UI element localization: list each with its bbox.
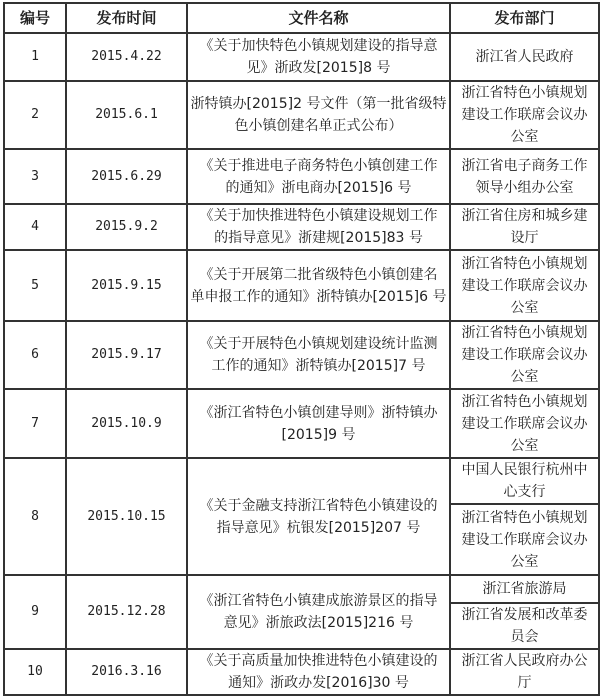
cell-line: 领导小组办公室 bbox=[475, 179, 574, 196]
cell-no: 8 bbox=[4, 458, 66, 575]
cell-line: 公室 bbox=[510, 369, 539, 385]
cell-line: 色小镇创建名单正式公布） bbox=[234, 118, 403, 134]
cell-line: 《关于加快推进特色小镇建设规划工作 bbox=[199, 208, 438, 224]
cell-line: 《关于推进电子商务特色小镇创建工作 bbox=[199, 157, 438, 174]
cell-line: 的指导意见》浙建规[2015]83 号 bbox=[214, 230, 423, 246]
cell-date: 2015.9.2 bbox=[66, 204, 187, 250]
cell-line: 通知》浙政办发[2016]30 号 bbox=[228, 675, 409, 691]
header-title: 文件名称 bbox=[187, 3, 450, 33]
cell-line: 浙江省旅游局 bbox=[482, 581, 567, 597]
cell-line: 心支行 bbox=[503, 484, 546, 500]
cell-date: 2015.6.1 bbox=[66, 81, 187, 149]
cell-line: 单申报工作的通知》浙特镇办[2015]6 号 bbox=[190, 288, 447, 305]
cell-no: 3 bbox=[4, 149, 66, 204]
cell-line: 中国人民银行杭州中 bbox=[461, 462, 588, 478]
cell-line: 《关于金融支持浙江省特色小镇建设的 bbox=[199, 497, 438, 514]
cell-dept bbox=[450, 33, 599, 81]
table-row bbox=[4, 321, 599, 389]
cell-line: 浙江省特色小镇规划 bbox=[461, 509, 588, 526]
table-row bbox=[4, 149, 599, 204]
cell-line: 公室 bbox=[510, 299, 539, 316]
cell-line: 浙江省住房和城乡建 bbox=[461, 208, 588, 224]
cell-line: 《关于加快特色小镇规划建设的指导意 bbox=[199, 38, 438, 54]
cell-no: 7 bbox=[4, 389, 66, 458]
cell-date: 2015.9.17 bbox=[66, 321, 187, 389]
cell-line: 指导意见》杭银发[2015]207 号 bbox=[216, 519, 421, 536]
header-row bbox=[4, 3, 599, 33]
table-row bbox=[4, 250, 599, 321]
cell-line: 公室 bbox=[510, 129, 539, 145]
cell-dept bbox=[450, 504, 599, 575]
cell-line: 浙江省特色小镇规划 bbox=[461, 255, 588, 272]
cell-dept bbox=[450, 81, 599, 149]
cell-line: 建设工作联席会议办 bbox=[461, 347, 588, 363]
cell-no: 4 bbox=[4, 204, 66, 250]
cell-dept bbox=[450, 575, 599, 603]
cell-line: 建设工作联席会议办 bbox=[461, 531, 588, 548]
cell-dept bbox=[450, 149, 599, 204]
cell-line: 浙江省特色小镇规划 bbox=[461, 325, 588, 341]
cell-line: 工作的通知》浙特镇办[2015]7 号 bbox=[211, 358, 426, 374]
table-row bbox=[4, 81, 599, 149]
cell-line: 的通知》浙电商办[2015]6 号 bbox=[225, 179, 412, 196]
cell-date: 2015.6.29 bbox=[66, 149, 187, 204]
cell-dept bbox=[450, 250, 599, 321]
cell-line: 建设工作联席会议办 bbox=[461, 415, 588, 432]
cell-dept bbox=[450, 603, 599, 649]
cell-date: 2015.10.15 bbox=[66, 458, 187, 575]
cell-line: 《浙江省特色小镇建成旅游景区的指导 bbox=[199, 593, 438, 609]
cell-no: 5 bbox=[4, 250, 66, 321]
cell-line: 员会 bbox=[510, 629, 539, 645]
policy-table bbox=[3, 2, 600, 696]
cell-line: 公室 bbox=[510, 553, 539, 570]
cell-title bbox=[187, 389, 450, 458]
cell-dept bbox=[450, 458, 599, 504]
cell-title bbox=[187, 458, 450, 575]
cell-line: 建设工作联席会议办 bbox=[461, 277, 588, 294]
cell-title bbox=[187, 575, 450, 649]
table-row bbox=[4, 204, 599, 250]
header-dept: 发布部门 bbox=[450, 3, 599, 33]
cell-line: 浙特镇办[2015]2 号文件（第一批省级特 bbox=[190, 96, 447, 112]
cell-title bbox=[187, 321, 450, 389]
cell-no: 9 bbox=[4, 575, 66, 649]
cell-line: 浙江省发展和改革委 bbox=[461, 607, 588, 623]
table-row bbox=[4, 575, 599, 603]
cell-date: 2016.3.16 bbox=[66, 649, 187, 695]
cell-line: 意见》浙旅政法[2015]216 号 bbox=[223, 615, 414, 631]
cell-line: 浙江省人民政府办公 bbox=[461, 653, 588, 669]
header-date: 发布时间 bbox=[66, 3, 187, 33]
cell-title bbox=[187, 204, 450, 250]
cell-line: 建设工作联席会议办 bbox=[461, 107, 588, 123]
table-row bbox=[4, 649, 599, 695]
cell-dept bbox=[450, 321, 599, 389]
cell-no: 1 bbox=[4, 33, 66, 81]
cell-date: 2015.9.15 bbox=[66, 250, 187, 321]
cell-line: 设厅 bbox=[510, 230, 539, 246]
cell-date: 2015.4.22 bbox=[66, 33, 187, 81]
cell-line: 公室 bbox=[510, 437, 539, 454]
cell-line: 《浙江省特色小镇创建导则》浙特镇办 bbox=[199, 404, 438, 421]
cell-title bbox=[187, 81, 450, 149]
cell-title bbox=[187, 250, 450, 321]
cell-line: 《关于开展特色小镇规划建设统计监测 bbox=[199, 336, 438, 352]
cell-line: 浙江省电子商务工作 bbox=[461, 157, 588, 174]
cell-line: 浙江省特色小镇规划 bbox=[461, 393, 588, 410]
cell-line: 厅 bbox=[517, 675, 532, 691]
table-row bbox=[4, 389, 599, 458]
cell-no: 2 bbox=[4, 81, 66, 149]
cell-date: 2015.10.9 bbox=[66, 389, 187, 458]
cell-title bbox=[187, 149, 450, 204]
table-row bbox=[4, 458, 599, 504]
cell-date: 2015.12.28 bbox=[66, 575, 187, 649]
cell-line: 《关于高质量加快推进特色小镇建设的 bbox=[199, 653, 438, 669]
cell-title bbox=[187, 33, 450, 81]
cell-title bbox=[187, 649, 450, 695]
cell-no: 10 bbox=[4, 649, 66, 695]
cell-dept bbox=[450, 204, 599, 250]
cell-line: 《关于开展第二批省级特色小镇创建名 bbox=[199, 266, 438, 283]
cell-line: 浙江省特色小镇规划 bbox=[461, 85, 588, 101]
cell-line: [2015]9 号 bbox=[281, 426, 356, 443]
table-row bbox=[4, 33, 599, 81]
cell-dept bbox=[450, 649, 599, 695]
table-body bbox=[4, 3, 599, 695]
header-no: 编号 bbox=[4, 3, 66, 33]
cell-line: 浙江省人民政府 bbox=[475, 49, 574, 65]
cell-no: 6 bbox=[4, 321, 66, 389]
cell-dept bbox=[450, 389, 599, 458]
cell-line: 见》浙政发[2015]8 号 bbox=[246, 60, 391, 76]
